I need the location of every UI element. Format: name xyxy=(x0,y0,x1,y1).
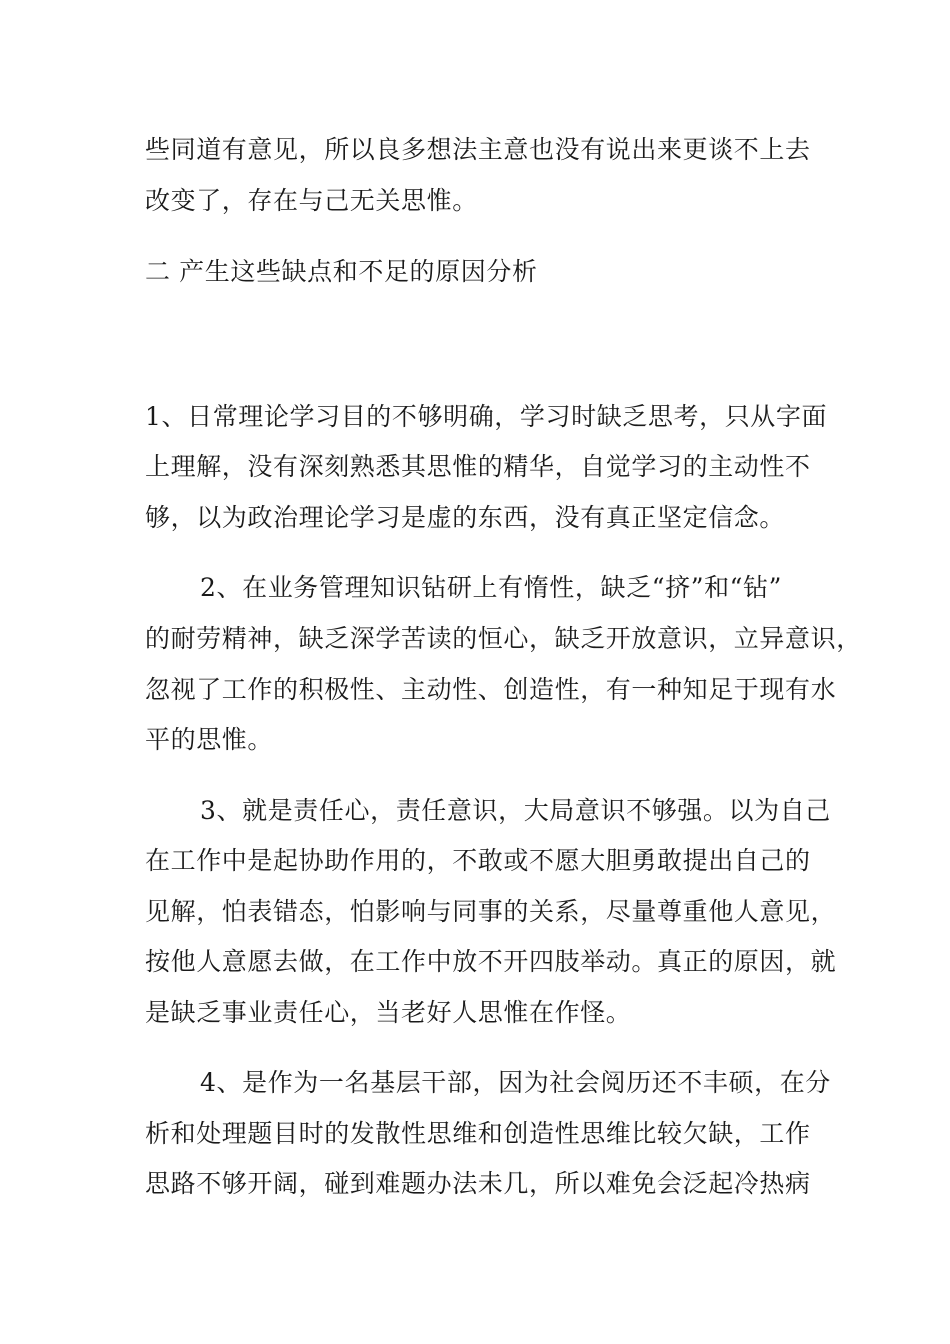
text-line: 平的思惟。 xyxy=(145,725,274,754)
text-line: 在工作中是起协助作用的，不敢或不愿大胆勇敢提出自己的 xyxy=(145,846,811,875)
text-line: 2、在业务管理知识钻研上有惰性，缺乏“挤”和“钻” xyxy=(200,573,783,602)
text-line: 上理解，没有深刻熟悉其思惟的精华，自觉学习的主动性不 xyxy=(145,452,811,481)
section-heading: 二 产生这些缺点和不足的原因分析 xyxy=(145,257,538,286)
text-line: 是缺乏事业责任心，当老好人思惟在作怪。 xyxy=(145,998,632,1027)
text-line: 够，以为政治理论学习是虚的东西，没有真正坚定信念。 xyxy=(145,503,786,532)
text-line: 忽视了工作的积极性、主动性、创造性，有一种知足于现有水 xyxy=(145,675,837,704)
text-line: 4、是作为一名基层干部，因为社会阅历还不丰硕，在分 xyxy=(200,1068,831,1097)
text-line: 1、日常理论学习目的不够明确，学习时缺乏思考，只从字面 xyxy=(145,402,828,431)
text-line: 思路不够开阔，碰到难题办法未几，所以难免会泛起冷热病 xyxy=(145,1169,811,1198)
text-line: 3、就是责任心，责任意识，大局意识不够强。以为自己 xyxy=(200,796,831,825)
text-line: 改变了，存在与己无关思惟。 xyxy=(145,186,478,215)
text-line: 按他人意愿去做，在工作中放不开四肢举动。真正的原因，就 xyxy=(145,947,837,976)
text-line: 的耐劳精神，缺乏深学苦读的恒心，缺乏开放意识，立异意识， xyxy=(145,624,862,653)
text-line: 些同道有意见，所以良多想法主意也没有说出来更谈不上去 xyxy=(145,135,811,164)
text-line: 析和处理题目时的发散性思维和创造性思维比较欠缺，工作 xyxy=(145,1119,811,1148)
text-line: 见解，怕表错态，怕影响与同事的关系，尽量尊重他人意见， xyxy=(145,897,837,926)
